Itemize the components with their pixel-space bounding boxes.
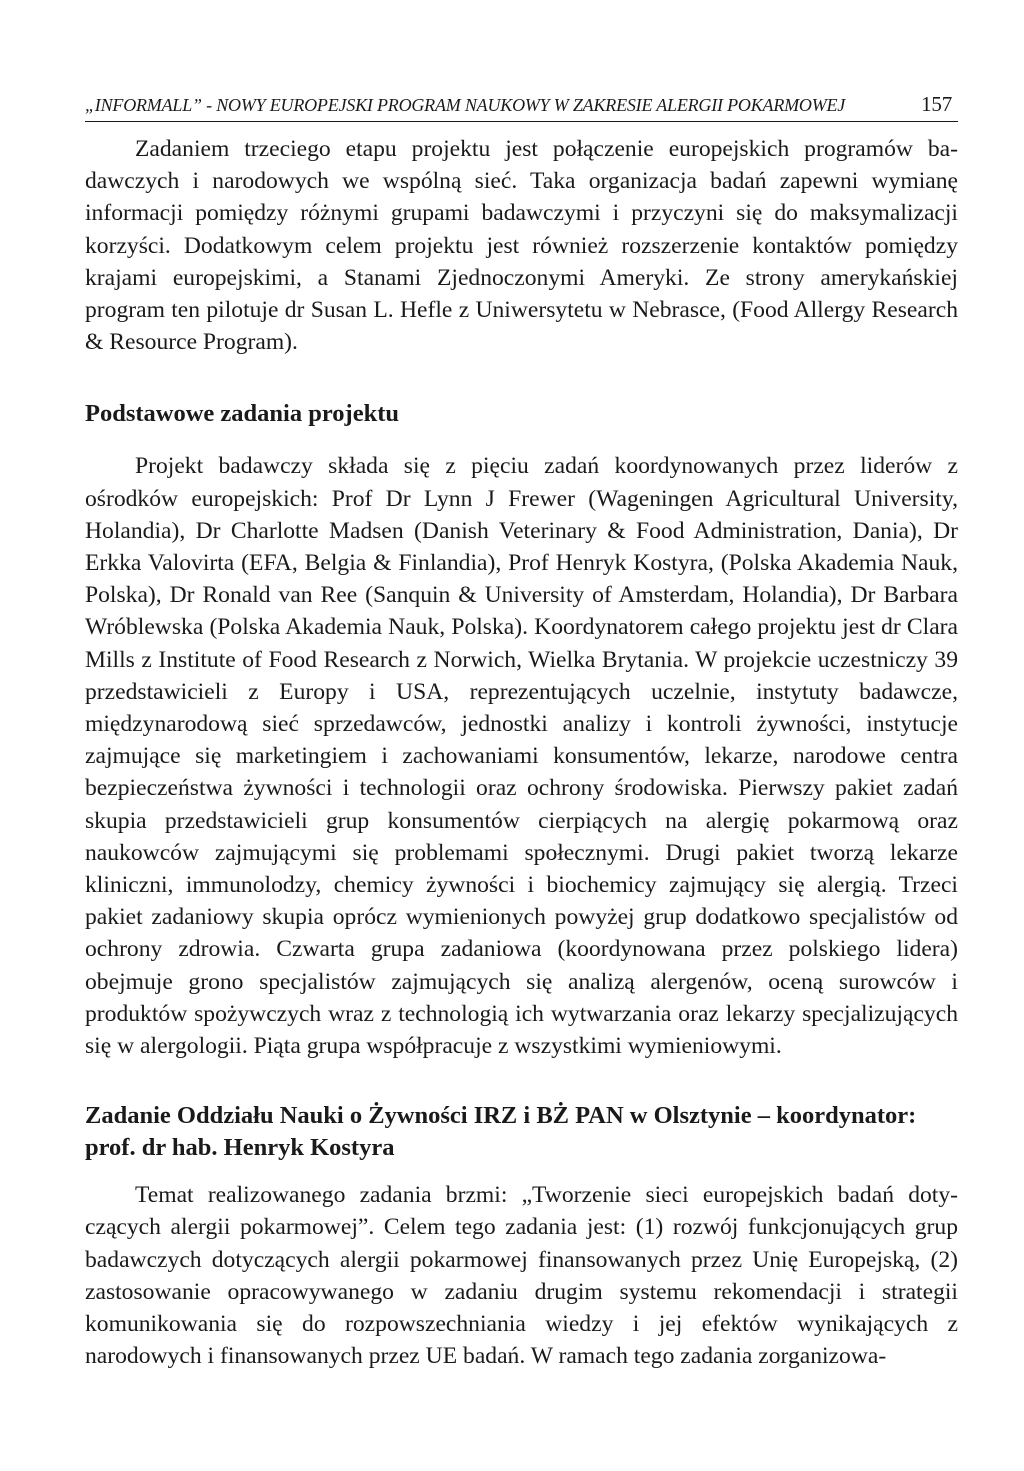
running-header bbox=[85, 92, 958, 122]
section-paragraph-podstawowe-zadania: Projekt badawczy składa się z pięciu zadań koordynowanych przez liderów z ośrodków europejskich: Prof Dr Lynn J Frewer (Wageningen Agricultural University, Holandia), Dr Charlotte Madsen (Danish Veterinary & Food Administration, Dania), Dr Erkka Valovirta (EFA, Belgia & Finlandia), Prof Henryk Kostyra, (Polska Akademia Nauk, Polska), Dr Ronald van Ree (Sanquin & University of Amsterdam, Holandia), Dr Barbara Wróblewska (Polska Akademia Nauk, Polska). Koordynatorem całego projektu jest dr Clara Mills z Institute of Food Research z Norwich, Wielka Brytania. W projekcie uczestniczy 39 przedstawicieli z Europy i USA, reprezentujących uczelnie, instytuty badawcze, międzynarodową sieć sprzedawców, jednostki analizy i kontroli żywności, instytucje zajmujące się marketingiem i zachowaniami konsumentów, lekarze, narodowe centra bezpieczeństwa żywności i technologii oraz ochrony środowiska. Pierwszy pakiet zadań skupia przedstawicieli grup konsumentów cierpiących na alergię pokarmową oraz naukowców zajmującymi się problemami społecznymi. Drugi pakiet tworzą lekarze kliniczni, immunolodzy, chemicy żywności i biochemicy zajmujący się alergią. Trzeci pakiet zadaniowy skupia oprócz wymienionych powyżej grup dodatkowo specjalistów od ochrony zdrowia. Czwarta grupa zadaniowa (koordynowana przez polskiego lidera) obejmuje grono specjalistów zajmujących się analizą alergenów, oceną surowców i produktów spożywczych wraz z technologią ich wytwarzania oraz lekarzy specjalizujących się w alergologii. Piąta grupa współpracuje z wszystkimi wymieniowymi. bbox=[85, 453, 958, 1060]
intro-paragraph: Zadaniem trzeciego etapu projektu jest połączenie europejskich programów badawczych i narodowych we wspólną sieć. Taka organizacja badań zapewni wymianę informacji pomiędzy różnymi grupami badawczymi i przyczyni się do maksymalizacji korzyści. Dodatkowym celem projektu jest również rozszerzenie kontaktów pomiędzy krajami europejskimi, a Stanami Zjednoczonymi Ameryki. Ze strony amerykańskiej program ten pilotuje dr Susan L. Hefle z Uniwersytetu w Nebrasce, (Food Allergy Research & Resource Program). bbox=[85, 136, 958, 356]
section-heading-zadanie-oddzialu: Zadanie Oddziału Nauki o Żywności IRZ i BŻ PAN w Olsztynie – koordynator: prof. dr hab. Henryk Kostyra bbox=[85, 1102, 917, 1162]
section-paragraph-zadanie-oddzialu: Temat realizowanego zadania brzmi: „Tworzenie sieci europejskich badań dotyczących alergii pokarmowej”. Celem tego zadania jest: (1) rozwój funkcjonujących grup badawczych dotyczących alergii pokarmowej finansowanych przez Unię Europejską, (2) zastosowanie opracowywanego w zadaniu drugim systemu rekomendacji i strategii komunikowania się do rozpowszechniania wiedzy i jej efektów wynikających z narodowych i finansowanych przez UE badań. W ramach tego zadania zorganizowa- bbox=[85, 1182, 958, 1370]
running-head-title: „INFORMALL” - NOWY EUROPEJSKI PROGRAM NAUKOWY W ZAKRESIE ALERGII POKARMOWEJ bbox=[85, 95, 846, 115]
page-number: 157 bbox=[921, 92, 952, 116]
section-heading-podstawowe-zadania: Podstawowe zadania projektu bbox=[85, 400, 399, 428]
document-page bbox=[85, 92, 958, 1373]
